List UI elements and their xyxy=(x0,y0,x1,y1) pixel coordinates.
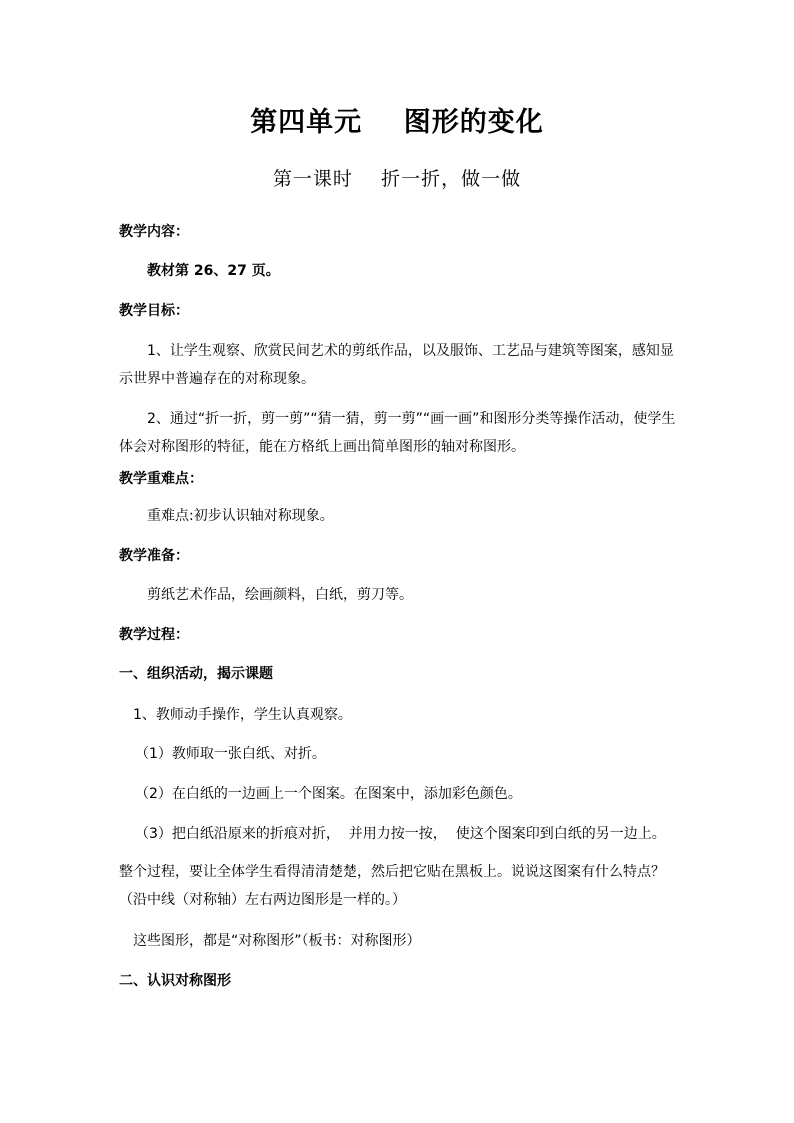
section-1-heading: 一、组织活动，揭示课题 xyxy=(119,666,273,682)
difficulty-text: 重难点:初步认识轴对称现象。 xyxy=(147,508,334,524)
content-heading: 教学内容： xyxy=(119,224,189,240)
step-1: 1、教师动手操作，学生认真观察。 xyxy=(133,707,352,723)
unit-title: 第四单元 图形的变化 xyxy=(250,107,544,138)
step-1-3: （3）把白纸沿原来的折痕对折， 并用力按一按， 使这个图案印到白纸的另一边上。 xyxy=(135,826,666,842)
step-1-1: （1）教师取一张白纸、对折。 xyxy=(135,746,326,762)
goal-2: 2、通过“折一折，剪一剪”“猜一猜，剪一剪”“画一画”和图形分类等操作活动，使学生体会对称图形的特征，能在方格纸上画出简单图形的轴对称图形。 xyxy=(119,411,676,455)
prep-text: 剪纸艺术作品，绘画颜料，白纸，剪刀等。 xyxy=(147,587,413,603)
prep-heading: 教学准备： xyxy=(119,548,189,564)
goal-1: 1、让学生观察、欣赏民间艺术的剪纸作品，以及服饰、工艺品与建筑等图案，感知显示世界中普遍存在的对称现象。 xyxy=(119,343,674,387)
content-text: 教材第 26、27 页。 xyxy=(147,263,280,279)
conclusion-text: 这些图形，都是“对称图形”（板书：对称图形） xyxy=(133,933,421,949)
section-2-heading: 二、认识对称图形 xyxy=(119,973,231,989)
summary-paragraph: 整个过程，要让全体学生看得清清楚楚，然后把它贴在黑板上。说说这图案有什么特点？（沿中线（对称轴）左右两边图形是一样的。） xyxy=(119,864,665,908)
difficulty-heading: 教学重难点： xyxy=(119,471,203,487)
lesson-subtitle: 第一课时 折一折，做一做 xyxy=(272,168,522,190)
process-heading: 教学过程： xyxy=(119,627,189,643)
goals-heading: 教学目标： xyxy=(119,303,189,319)
step-1-2: （2）在白纸的一边画上一个图案。在图案中，添加彩色颜色。 xyxy=(135,786,522,802)
